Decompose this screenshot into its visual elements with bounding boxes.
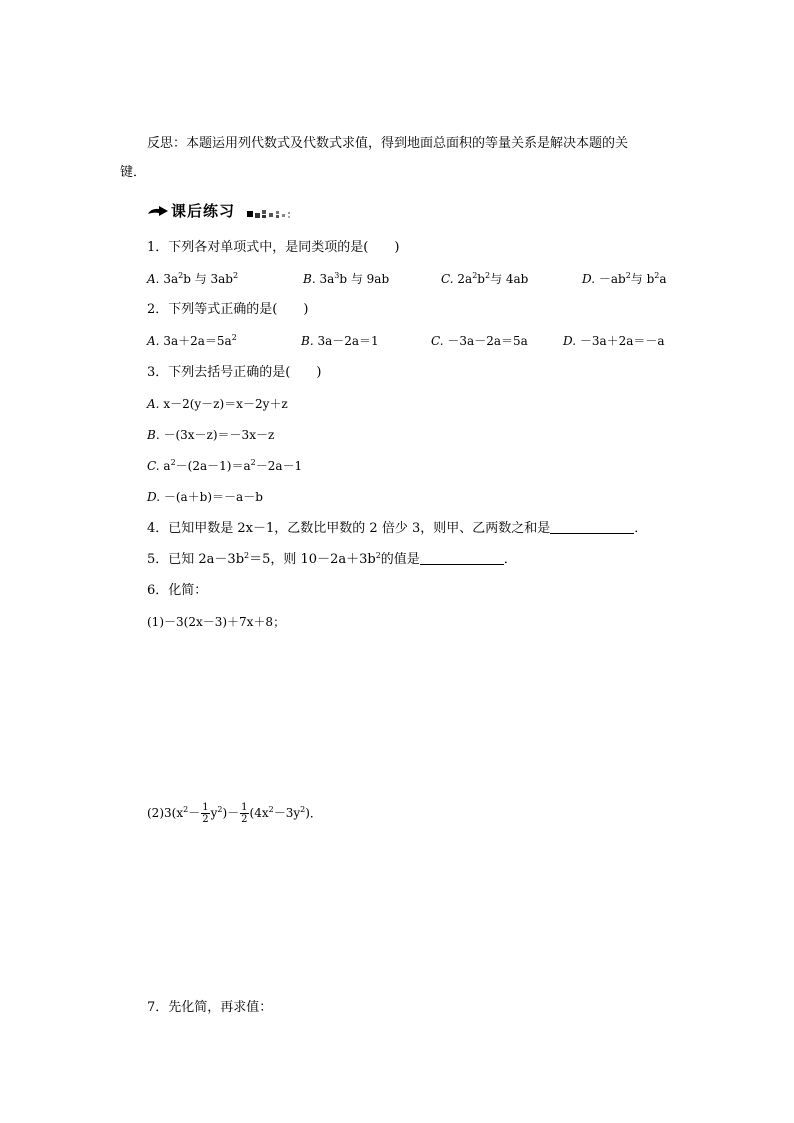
q3-option-b[interactable]: B. －(3x－z)＝－3x－z <box>147 428 275 442</box>
q6-part-1: (1)－3(2x－3)＋7x＋8； <box>147 615 286 629</box>
q1-option-a[interactable]: A. $3a^2b$ 与 $3ab^2$ <box>147 271 239 286</box>
q3-option-c[interactable]: C. $a^2-(2a-1)=a^2-2a-1$ <box>147 458 303 473</box>
q2-option-d[interactable]: D. －3a＋2a＝－a <box>563 334 665 348</box>
reflection-line-2: 键． <box>120 165 147 180</box>
fraction-one-half-2: $\frac{1}{2}$ <box>241 802 248 825</box>
q1-option-b[interactable]: B. $3a^3b$ 与 9ab <box>303 271 390 286</box>
q2-option-b[interactable]: B. 3a－2a＝1 <box>301 334 379 348</box>
q5-answer-blank[interactable] <box>420 552 504 565</box>
section-title: 课后练习 <box>171 202 236 220</box>
section-header <box>147 201 307 221</box>
q1-option-d[interactable]: D. $-ab^2$与 $b^2a$ <box>582 271 667 286</box>
q7-stem: 7．先化简，再求值： <box>147 1000 273 1015</box>
q4-answer-blank[interactable] <box>550 521 634 534</box>
q6-part-2: $(2)3(x^2-$ $\frac{1}{2}$ $y^2)-$ $\frac{1}{2}$ $(4x^2-3y^2)$． <box>147 802 322 825</box>
q1-stem: 1．下列各对单项式中，是同类项的是( ) <box>147 240 400 255</box>
q3-option-a[interactable]: A. x－2(y－z)＝x－2y＋z <box>147 397 288 411</box>
q6-stem: 6．化简： <box>147 583 208 598</box>
q4-line: 4．已知甲数是 2x－1，乙数比甲数的 2 倍少 3，则甲、乙两数之和是 ． <box>147 521 648 536</box>
q3-stem: 3．下列去括号正确的是( ) <box>147 365 322 380</box>
q2-stem: 2．下列等式正确的是( ) <box>147 302 309 317</box>
q2-option-a[interactable]: A. $3a+2a=5a^2$ <box>147 333 237 348</box>
q2-option-c[interactable]: C. －3a－2a＝5a <box>431 334 528 348</box>
reflection-line-1: 反思：本题运用列代数式及代数式求值，得到地面总面积的等量关系是解决本题的关 <box>147 136 629 151</box>
fraction-one-half: $\frac{1}{2}$ <box>202 802 209 825</box>
decorative-dots-icon <box>247 207 295 219</box>
arrow-icon <box>147 205 169 217</box>
q5-line: 5．已知 $2a-3b^2=5$，则 $10-2a+3b^2$的值是 ． <box>147 551 517 567</box>
q3-option-d[interactable]: D. －(a＋b)＝－a－b <box>147 490 263 504</box>
q1-option-c[interactable]: C. $2a^2b^2$与 4ab <box>441 271 529 286</box>
